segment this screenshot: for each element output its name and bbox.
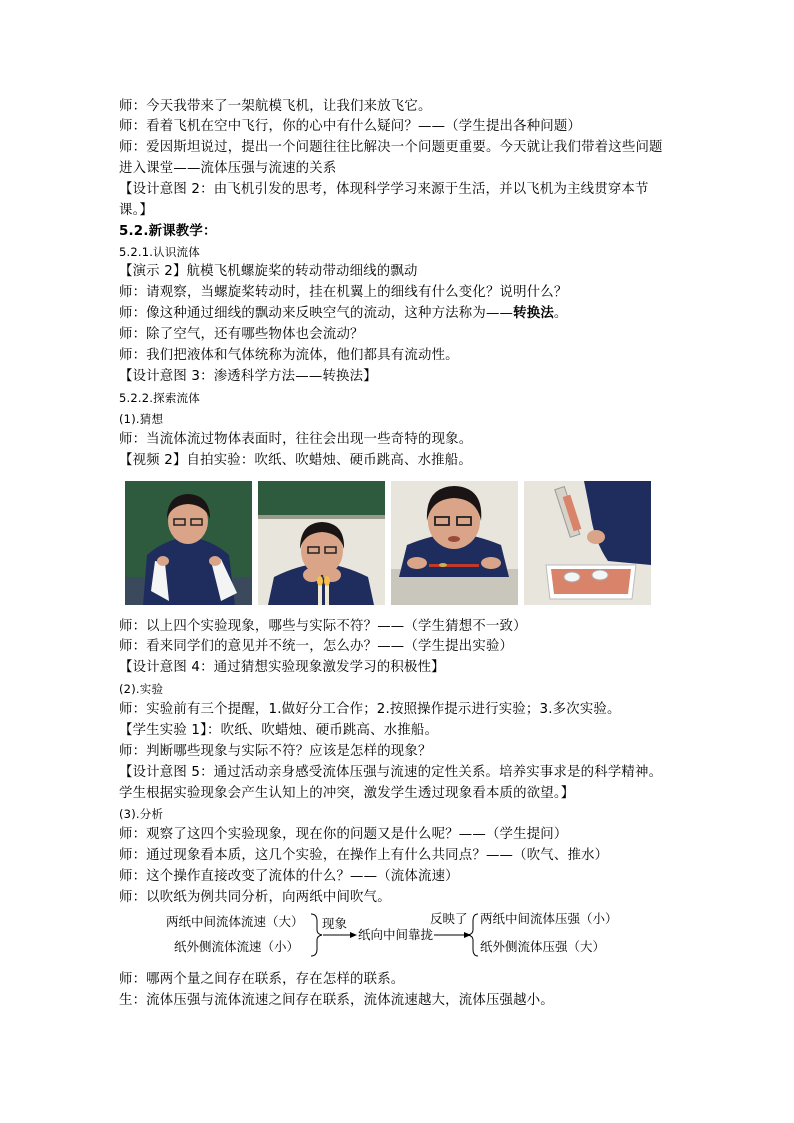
text-line: 师：看着飞机在空中飞行，你的心中有什么疑问？——（学生提出各种问题） [119, 119, 582, 134]
diagram-arrow-2-label: 反映了 [430, 911, 468, 926]
text-line: 【设计意图 3：渗透科学方法——转换法】 [119, 369, 377, 384]
text-line: 师：以上四个实验现象，哪些与实际不符？——（学生猜想不一致） [119, 619, 527, 634]
diagram-cause-1: 两纸中间流体流速（大） [166, 914, 304, 929]
text-line: 师：这个操作直接改变了流体的什么？——（流体流速） [119, 869, 459, 884]
text-line: 师：爱因斯坦说过，提出一个问题往往比解决一个问题更重要。今天就让我们带着这些问题 [119, 140, 663, 155]
photo-blow-candle [258, 481, 385, 605]
text-line: 师：哪两个量之间存在联系，存在怎样的联系。 [119, 972, 405, 987]
subsection-heading: (3).分析 [119, 807, 164, 821]
text-line: 师：通过现象看本质，这几个实验，在操作上有什么共同点？——（吹气、推水） [119, 848, 609, 863]
transfer-text: 师：像这种通过细线的飘动来反映空气的流动，这种方法称为—— [119, 306, 514, 321]
text-line: 师：以吹纸为例共同分析，向两纸中间吹气。 [119, 890, 391, 905]
photo-coin-jump [391, 481, 518, 605]
transfer-text-end: 。 [553, 306, 568, 321]
photo-water-boat [524, 481, 651, 605]
text-line: 【设计意图 2：由飞机引发的思考，体现科学学习来源于生活，并以飞机为主线贯穿本节 [119, 182, 649, 197]
arrow-1-head [350, 932, 357, 938]
subsection-heading: 5.2.2.探索流体 [119, 391, 200, 405]
text-line: 师：请观察，当螺旋桨转动时，挂在机翼上的细线有什么变化？说明什么？ [119, 285, 568, 300]
text-line-transfer-method [119, 304, 568, 324]
text-line: 【视频 2】自拍实验：吹纸、吹蜡烛、硬币跳高、水推船。 [119, 453, 472, 468]
text-line: 【设计意图 5：通过活动亲身感受流体压强与流速的定性关系。培养实事求是的科学精神。 [119, 765, 663, 780]
text-line: 课。】 [119, 203, 154, 218]
text-line: 师：实验前有三个提醒，1.做好分工合作；2.按照操作提示进行实验；3.多次实验。 [119, 702, 621, 717]
text-line: 师：观察了这四个实验现象，现在你的问题又是什么呢？——（学生提问） [119, 827, 568, 842]
text-line: 师：我们把液体和气体统称为流体，他们都具有流动性。 [119, 348, 459, 363]
text-line: 师：今天我带来了一架航模飞机，让我们来放飞它。 [119, 99, 432, 114]
diagram-effect-1: 两纸中间流体压强（小） [480, 911, 618, 926]
diagram-result: 纸向中间靠拢 [358, 927, 434, 942]
subsection-heading: (2).实验 [119, 682, 164, 696]
diagram-cause-2: 纸外侧流体流速（小） [174, 939, 300, 954]
transfer-bold-term: 转换法 [513, 306, 554, 321]
arrow-2-head [464, 932, 471, 938]
subsection-heading: (1).猜想 [119, 412, 164, 426]
analysis-diagram [160, 906, 630, 964]
right-brace [468, 914, 478, 956]
text-line: 【设计意图 4：通过猜想实验现象激发学习的积极性】 [119, 660, 445, 675]
text-line: 学生根据实验现象会产生认知上的冲突，激发学生透过现象看本质的欲望。】 [119, 786, 575, 801]
subsection-heading: 5.2.1.认识流体 [119, 245, 200, 259]
section-heading: 5.2.新课教学： [119, 224, 217, 239]
text-line: 师：判断哪些现象与实际不符？应该是怎样的现象？ [119, 744, 432, 759]
diagram-arrow-1-label: 现象 [322, 916, 348, 931]
left-brace [311, 914, 322, 956]
text-line: 师：看来同学们的意见并不统一，怎么办？——（学生提出实验） [119, 639, 514, 654]
text-line: 【演示 2】航模飞机螺旋桨的转动带动细线的飘动 [119, 264, 418, 279]
text-line: 师：当流体流过物体表面时，往往会出现一些奇特的现象。 [119, 432, 473, 447]
text-line: 【学生实验 1】：吹纸、吹蜡烛、硬币跳高、水推船。 [119, 723, 439, 738]
text-line: 进入课堂——流体压强与流速的关系 [119, 161, 337, 176]
text-line: 师：除了空气，还有哪些物体也会流动？ [119, 327, 364, 342]
diagram-effect-2: 纸外侧流体压强（大） [480, 939, 606, 954]
photo-blow-paper [125, 481, 252, 605]
text-line: 生：流体压强与流体流速之间存在联系，流体流速越大，流体压强越小。 [119, 993, 554, 1008]
